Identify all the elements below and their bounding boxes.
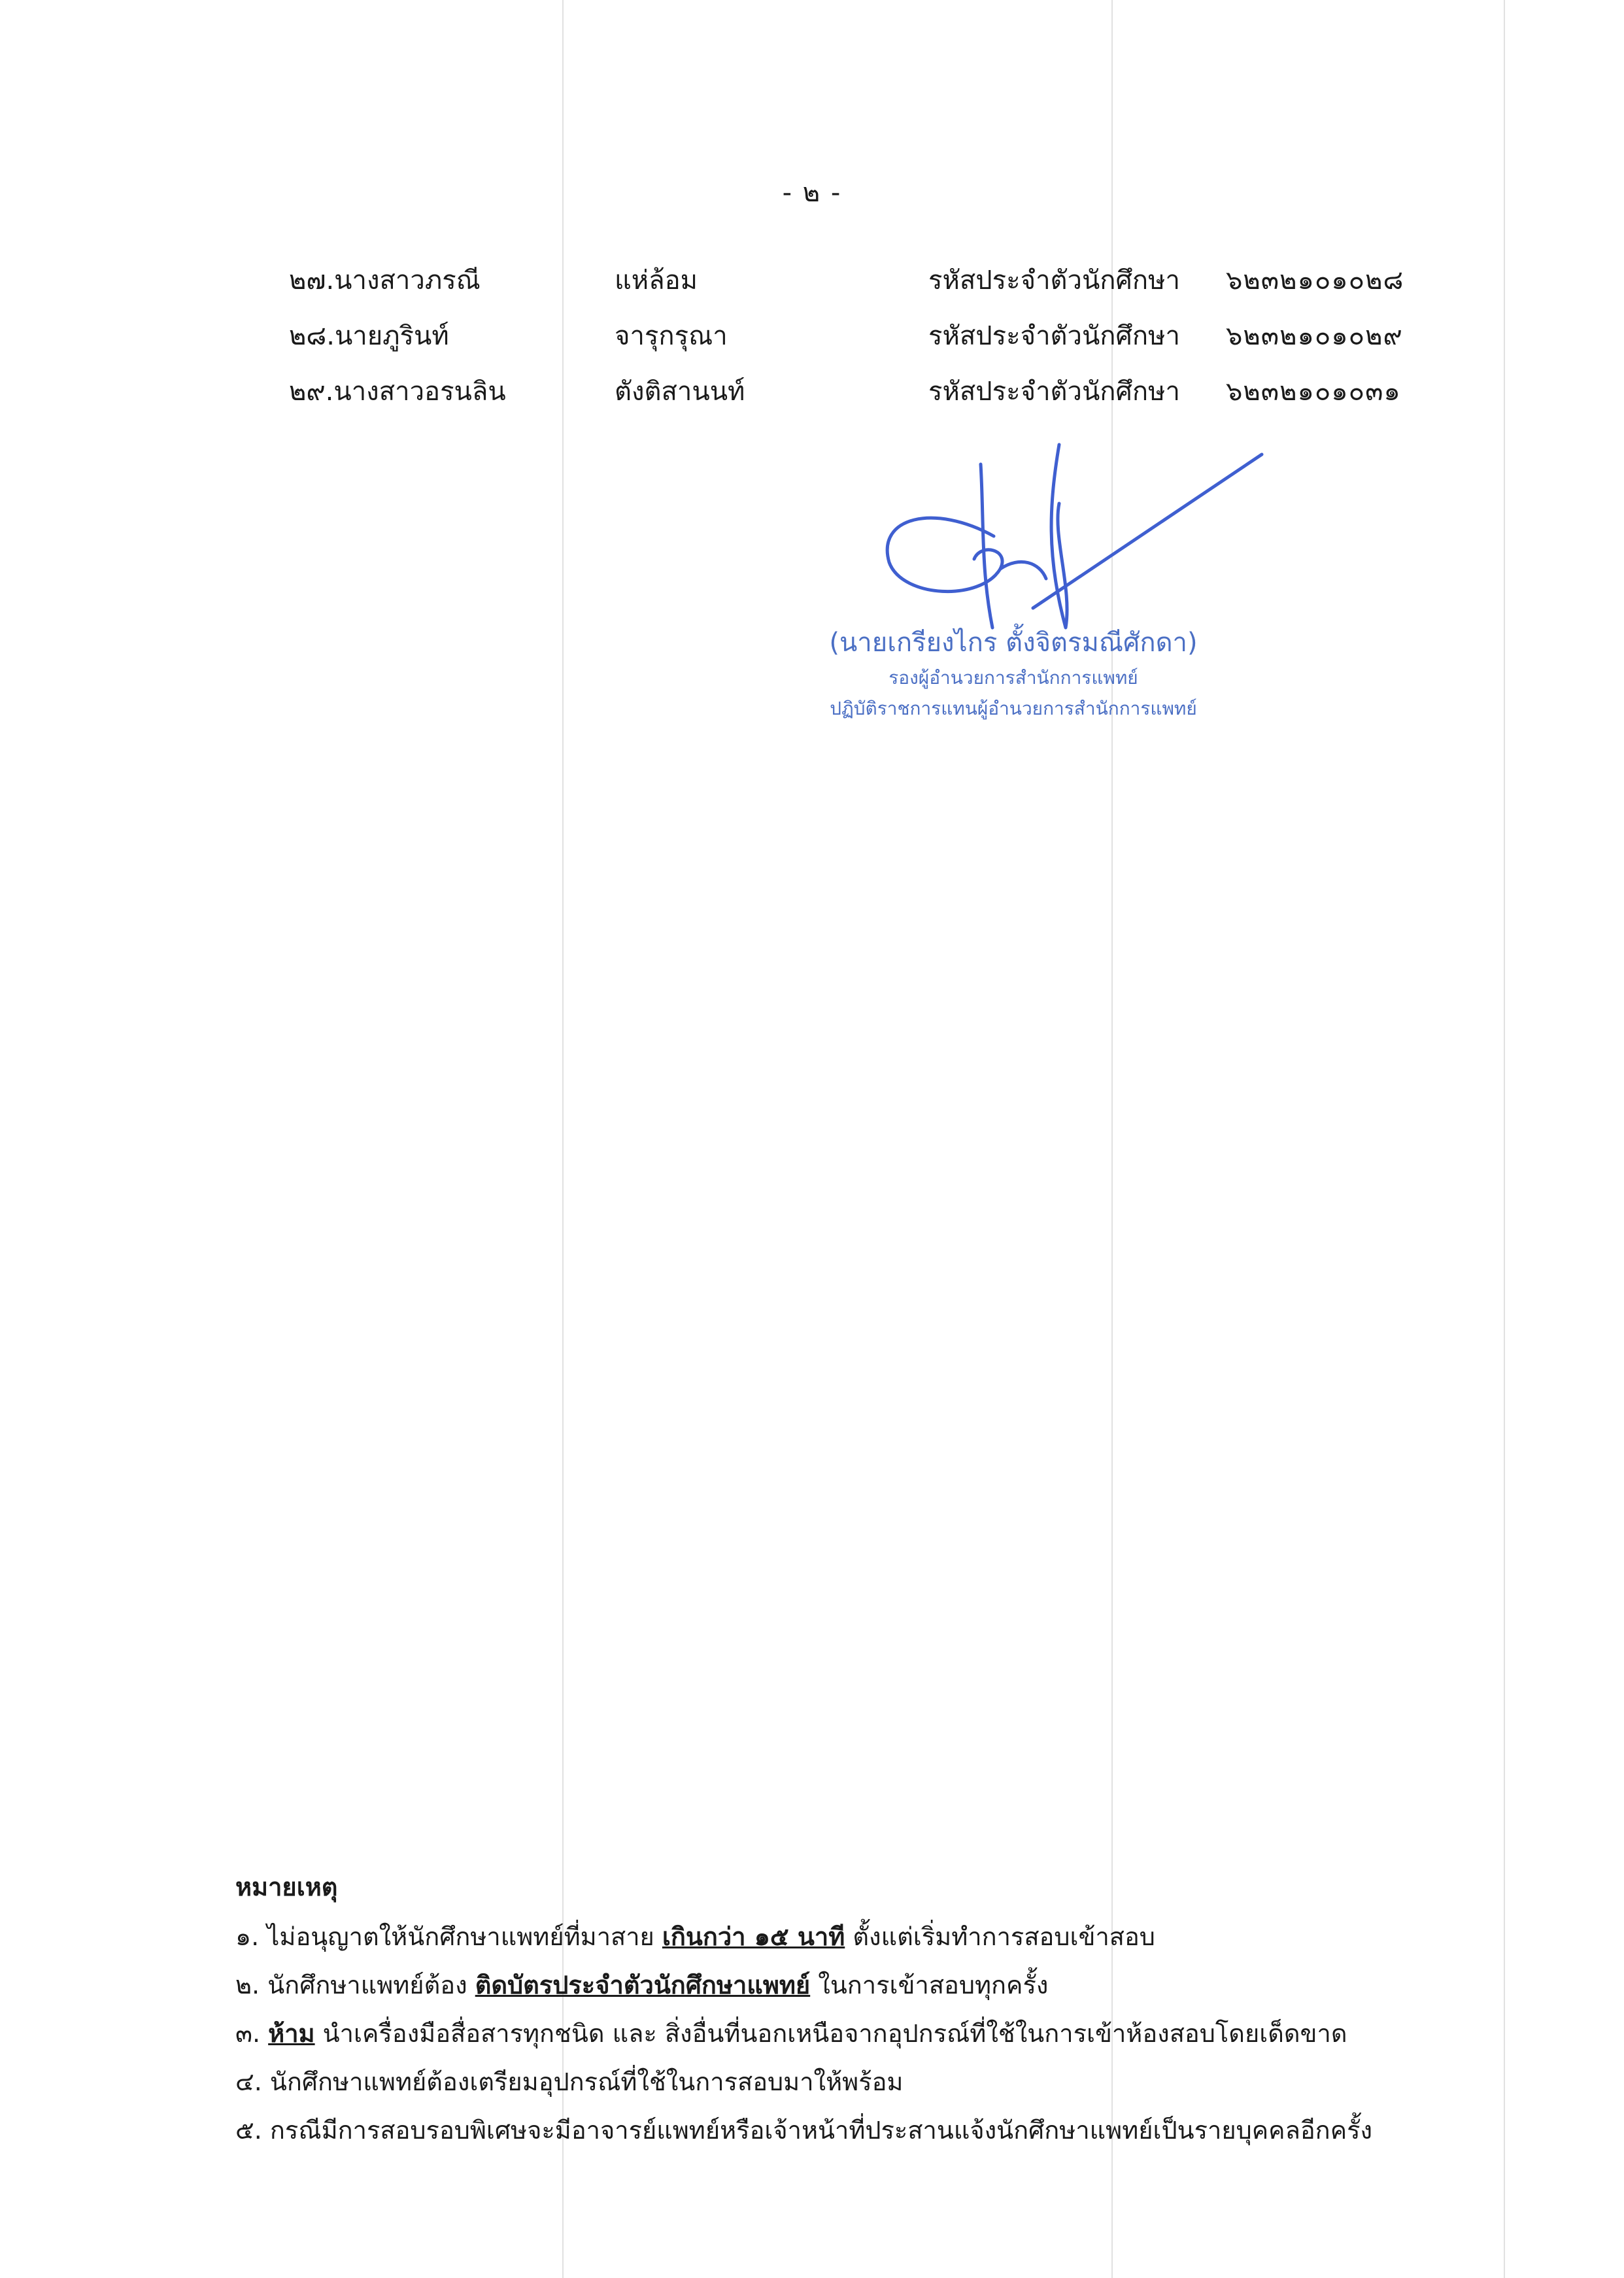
signature-block (785, 438, 1281, 765)
student-name: ๒๙.นางสาวอรนลิน (289, 377, 506, 407)
student-row (0, 259, 1624, 305)
signer-name: (นายเกรียงไกร ตั้งจิตรมณีศักดา) (829, 628, 1198, 658)
student-surname: แห่ล้อม (615, 265, 698, 296)
note-item-4: ๔. นักศึกษาแพทย์ต้องเตรียมอุปกรณ์ที่ใช้ในการสอบมาให้พร้อม (235, 2067, 904, 2096)
handwritten-signature (785, 438, 1281, 634)
student-id-value: ๖๒๓๒๑๐๑๐๓๑ (1226, 377, 1401, 407)
note-item-5: ๕. กรณีมีการสอบรอบพิเศษจะมีอาจารย์แพทย์หรือเจ้าหน้าที่ประสานแจ้งนักศึกษาแพทย์เป็นรายบุคคลอีกครั้ง (235, 2116, 1373, 2145)
note-emphasis: เกินกว่า ๑๕ นาที (662, 1922, 845, 1951)
note-item-3 (235, 2013, 1478, 2062)
page-number: - ๒ - (782, 178, 842, 208)
notes-section (235, 1867, 1478, 2158)
note-item-2 (235, 1965, 1478, 2013)
student-surname: ตังติสานนท์ (615, 377, 745, 407)
note-text: ๑. ไม่อนุญาตให้นักศึกษาแพทย์ที่มาสาย (235, 1922, 662, 1951)
student-name: ๒๘.นายภูรินท์ (289, 321, 449, 351)
note-emphasis: ติดบัตรประจำตัวนักศึกษาแพทย์ (475, 1971, 811, 1999)
student-id-value: ๖๒๓๒๑๐๑๐๒๘ (1226, 265, 1404, 296)
student-id-label: รหัสประจำตัวนักศึกษา (928, 321, 1180, 351)
note-emphasis: ห้าม (268, 2019, 315, 2048)
note-text: นำเครื่องมือสื่อสารทุกชนิด และ สิ่งอื่นที่นอกเหนือจากอุปกรณ์ที่ใช้ในการเข้าห้องสอบโดยเด็ดขาด (314, 2019, 1347, 2048)
note-text: ตั้งแต่เริ่มทำการสอบเข้าสอบ (845, 1922, 1155, 1951)
signer-acting-title: ปฏิบัติราชการแทนผู้อำนวยการสำนักการแพทย์ (830, 698, 1197, 719)
notes-heading: หมายเหตุ (235, 1873, 338, 1901)
student-row (0, 314, 1624, 360)
student-row (0, 370, 1624, 416)
student-id-label: รหัสประจำตัวนักศึกษา (928, 265, 1180, 296)
signer-title: รองผู้อำนวยการสำนักการแพทย์ (888, 667, 1138, 688)
note-text: ๒. นักศึกษาแพทย์ต้อง (235, 1971, 475, 1999)
note-text: ในการเข้าสอบทุกครั้ง (810, 1971, 1049, 1999)
student-name: ๒๗.นางสาวภรณี (289, 265, 481, 296)
student-id-label: รหัสประจำตัวนักศึกษา (928, 377, 1180, 407)
student-surname: จารุกรุณา (615, 321, 728, 351)
note-text: ๓. (235, 2019, 269, 2048)
note-item-1 (235, 1916, 1478, 1965)
student-id-value: ๖๒๓๒๑๐๑๐๒๙ (1226, 321, 1403, 351)
